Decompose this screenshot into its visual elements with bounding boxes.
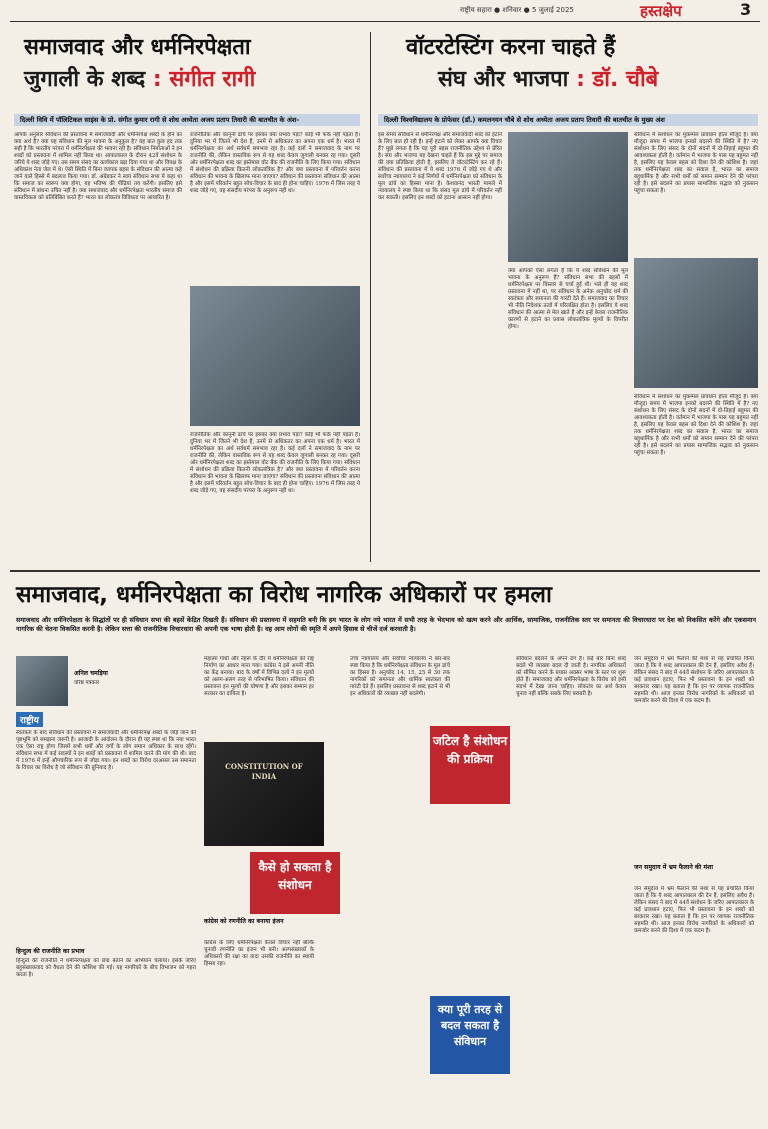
box-how-amendment: कैसे हो सकता है संशोधन xyxy=(250,852,340,914)
left-author-photo xyxy=(190,286,360,426)
left-article xyxy=(14,28,360,566)
bottom-author-photo xyxy=(16,656,68,706)
bottom-author-role: वरिष्ठ पत्रकार xyxy=(74,680,100,686)
right-col3-text-b: संविधान में संशोधन का मुकम्मल प्रावधान होता मौजूद है। क्या मौजूदा समय में भाजपा इनको बदलने की स्थिति में है? नए संशोधन के लिए संसद के दोनों सदनों में दो-तिहाई बहुमत की आवश्यकता होती है। वर्तमान में भाजपा के पास यह बहुमत नहीं है, इसलिए यह केवल बहस को दिशा देने की कोशिश है। जहां तक धर्मनिरपेक्षता शब्द का सवाल है, भारत का समाज बहुधार्मिक है और सभी धर्मों को समान सम्मान देने की परंपरा रही है। इसे बदलने का प्रयास सामाजिक सद्भाव को नुकसान पहुंचा सकता है। xyxy=(634,394,758,456)
bottom-col2-text: महात्मा गांधी और नेहरू के दौर में धर्मनिरपेक्षता को राष्ट्र निर्माण का आधार माना गया। कांग्रेस ने इसे अपनी नीति का केंद्र बनाया। बाद के वर्षों में विभिन्न दलों ने इन मूल्यों को अलग-अलग तरह से परिभाषित किया। संविधान की प्रस्तावना इन मूल्यों की घोषणा है और इसका सम्मान हर सरकार का दायित्व है। xyxy=(204,656,314,697)
left-headline-line2 xyxy=(24,66,255,94)
right-headline-line1: वॉटरटेस्टिंग करना चाहते हैं xyxy=(406,35,616,60)
right-intro-bar: दिल्ली विश्वविद्यालय के प्रोफेसर (डॉ.) कमलनयन चौबे से शोध अध्येता अजय प्रताप तिवारी की बातचीत के मुख्य अंश xyxy=(378,114,758,126)
right-col1-text: इस समय संविधान से धर्मनिरपेक्ष और समाजवादी शब्द को हटाने के लिए बात हो रही है। इन्हें हटाने को लेकर आपके क्या विचार हैं? मुझे लगता है कि यह पूरी बहस राजनीतिक उद्देश्य से प्रेरित है। संघ और भाजपा यह देखना चाहते हैं कि इस मुद्दे पर समाज की क्या प्रतिक्रिया होती है, इसलिए वे वॉटरटेस्टिंग कर रहे हैं। संविधान की प्रस्तावना में ये शब्द 1976 में जोड़े गए थे और सर्वोच्च न्यायालय ने कई निर्णयों में धर्मनिरपेक्षता को संविधान के मूल ढांचे का हिस्सा माना है। केशवानंद भारती मामले में न्यायालय ने स्पष्ट किया था कि संसद मूल ढांचे में परिवर्तन नहीं कर सकती। इसलिए इन शब्दों को हटाना आसान नहीं होगा। xyxy=(378,132,502,201)
right-col2-text: क्या आपको ऐसा लगता है कि ये शब्द संविधान की मूल भावना के अनुरूप हैं? संविधान सभा की बहसों में धर्मनिरपेक्षता पर विस्तार से चर्चा हुई थी। भले ही यह शब्द प्रस्तावना में नहीं था, पर संविधान के अनेक अनुच्छेद धर्म की स्वतंत्रता और समानता की गारंटी देते हैं। समाजवाद का विचार भी नीति निदेशक तत्वों में परिलक्षित होता है। इसलिए ये शब्द संविधान की आत्मा से मेल खाते हैं और इन्हें केवल राजनीतिक कारणों से हटाने का प्रयास लोकतांत्रिक मूल्यों के विपरीत होगा। xyxy=(508,268,628,330)
subhead-congress: कांग्रेस को रणनीति का बनाया इंजन xyxy=(204,918,284,925)
bottom-col3-text: उच्च न्यायालय और सर्वोच्च न्यायालय ने बार-बार स्पष्ट किया है कि धर्मनिरपेक्षता संविधान के मूल ढांचे का हिस्सा है। अनुच्छेद 14, 15, 25 से 30 तक नागरिकों को समानता और धार्मिक स्वतंत्रता की गारंटी देते हैं। इसलिए प्रस्तावना से शब्द हटाने से भी इन अधिकारों की व्याख्या नहीं बदलेगी। xyxy=(350,656,450,697)
masthead-rule xyxy=(10,21,760,22)
right-article xyxy=(378,28,758,566)
bottom-intro: समाजवाद और धर्मनिरपेक्षता के सिद्धांतों पर ही संविधान सभा की बहसें केंद्रित दिखती हैं। संविधान की प्रस्तावना में सहमति बनी कि हम भारत के लोग नये भारत में सभी तरह के भेदभाव को खत्म करने और आर्थिक, सामाजिक, राजनीतिक स्तर पर समानता की विचारधारा पर देश को विकसित करेंगे और एकसमान नागरिक की चेतना विकसित करनी है। लेकिन सत्ता की राजनीतिक विचारधारा की अपनी एक भाषा होती है। वह आम लोगों की स्मृति में अपने हिसाब से चीजें दर्ज करवाती है। xyxy=(16,616,756,633)
left-headline-phrase: जुगाली के शब्द xyxy=(24,67,146,92)
book-title: CONSTITUTION OF INDIA xyxy=(225,762,303,781)
box-can-change: क्या पूरी तरह से बदल सकता है संविधान xyxy=(430,996,510,1074)
subhead-hindutva: हिन्दुत्व की राजनीति का प्रभाव xyxy=(16,948,85,955)
left-col1-text: आपके अनुसार संविधान की प्रस्तावना में समाजवादी और धर्मनिरपेक्ष शब्दों के होने का क्या अर्थ है? क्या यह संविधान की मूल भावना के अनुकूल है? यह बात कुछ हद तक सही है कि भारतीय परंपरा में धर्मनिरपेक्षता की भावना रही है। संविधान निर्माताओं ने इन शब्दों को प्रस्तावना में शामिल नहीं किया था। आपातकाल के दौरान 42वें संशोधन के जरिये ये शब्द जोड़े गए। उस समय संसद का कार्यकाल बढ़ा दिया गया था और विपक्ष के अधिकांश नेता जेल में थे। ऐसी स्थिति में बिना व्यापक बहस के संविधान की आत्मा कहे जाने वाले हिस्से में बदलाव किया गया। डॉ. अंबेडकर ने स्वयं संविधान सभा में कहा था कि समाज का स्वरूप क्या होगा, यह भविष्य की पीढ़ियां तय करेंगी। इसलिए इसे संविधान में बांधना उचित नहीं है। क्या समाजवाद और धर्मनिरपेक्षता भारतीय समाज की वास्तविकता को प्रतिबिंबित करते हैं? भारत का लोकतंत्र विविधता पर आधारित है। xyxy=(14,132,182,201)
masthead xyxy=(0,0,768,22)
horizontal-divider xyxy=(10,570,760,572)
right-author-photo xyxy=(508,132,628,262)
masthead-brand: हस्तक्षेप xyxy=(640,2,682,20)
right-side-photo xyxy=(634,258,758,388)
right-headline-phrase: संघ और भाजपा xyxy=(438,67,569,92)
left-intro-bar: दिल्ली विवि में पॉलिटिकल साइंस के प्रो. संगीत कुमार रागी से शोध अध्येता अजय प्रताप तिवारी की बातचीत के अंश- xyxy=(14,114,360,126)
constitution-book-image xyxy=(204,742,324,846)
left-headline-line1: समाजवाद और धर्मनिरपेक्षता xyxy=(24,35,251,60)
page-number: 3 xyxy=(740,0,752,19)
vertical-divider xyxy=(370,32,371,562)
bottom-author-name: अनिल चमड़िया xyxy=(74,670,108,677)
bottom-col5-text: जन समुदाय में भ्रम फैलाने की मंशा से यह प्रचारित किया जाता है कि ये शब्द आपातकाल की देन हैं, इसलिए अवैध हैं। लेकिन संसद ने बाद में 44वें संशोधन के जरिए आपातकाल के कई प्रावधान हटाए, फिर भी प्रस्तावना के इन शब्दों को बरकरार रखा। यह बताता है कि इन पर व्यापक राजनीतिक सहमति थी। आज इनका विरोध नागरिकों के अधिकारों को कमजोर करने की दिशा में एक कदम है। xyxy=(634,656,754,704)
left-col2-text: राजनीतिक और कानूनी ढांचे पर इसका क्या प्रभाव पड़ा? कोई भी फर्क नहीं पड़ता है। दुनिया भर में जितने भी देश हैं, उनमें से अधिकतर का अपना एक धर्म है। भारत में धर्मनिरपेक्षता का अर्थ सर्वधर्म समभाव रहा है। कई दलों ने समाजवाद के नाम पर राजनीति की, लेकिन वास्तविक रूप से यह शब्द केवल जुगाली बनकर रह गया। दूसरी ओर धर्मनिरपेक्षता शब्द का इस्तेमाल वोट बैंक की राजनीति के लिए किया गया। संविधान में संशोधन की प्रक्रिया कितनी लोकतांत्रिक है? और क्या प्रस्तावना में परिवर्तन करना संविधान की भावना के खिलाफ माना जाएगा? संविधान की प्रस्तावना संविधान की आत्मा है और इसमें परिवर्तन बहुत सोच-विचार के बाद ही होना चाहिए। 1976 में जिस तरह ये शब्द जोड़े गए, वह संसदीय परंपरा के अनुरूप नहीं था। xyxy=(190,132,360,194)
bottom-col1-text: स्वतंत्रता के बाद संविधान की प्रस्तावना में समाजवादी और धर्मनिरपेक्ष शब्दों के जोड़े जाने की पृष्ठभूमि को समझना जरूरी है। आजादी के आंदोलन के दौरान ही यह स्पष्ट था कि नया भारत एक ऐसा राष्ट्र होगा जिसमें सभी धर्मों और वर्गों के लोग समान अधिकार के साथ रहेंगे। संविधान सभा में कई सदस्यों ने इन शब्दों को प्रस्तावना में शामिल करने की मांग की थी। बाद में 1976 में इन्हें औपचारिक रूप से जोड़ा गया। इन शब्दों का विरोध दरअसल उस समानता के विचार का विरोध है जो संविधान की बुनियाद है। xyxy=(16,730,196,771)
bottom-headline: समाजवाद, धर्मनिरपेक्षता का विरोध नागरिक अधिकारों पर हमला xyxy=(16,582,552,608)
right-author: : डॉ. चौबे xyxy=(576,67,659,92)
bottom-article xyxy=(10,576,760,1124)
masthead-dateline: राष्ट्रीय सहारा ● शनिवार ● 5 जुलाई 2025 xyxy=(460,6,574,14)
right-col3-text: संविधान में संशोधन का मुकम्मल प्रावधान होता मौजूद है। क्या मौजूदा समय में भाजपा इनको बदलने की स्थिति में है? नए संशोधन के लिए संसद के दोनों सदनों में दो-तिहाई बहुमत की आवश्यकता होती है। वर्तमान में भाजपा के पास यह बहुमत नहीं है, इसलिए यह केवल बहस को दिशा देने की कोशिश है। जहां तक धर्मनिरपेक्षता शब्द का सवाल है, भारत का समाज बहुधार्मिक है और सभी धर्मों को समान सम्मान देने की परंपरा रही है। इसे बदलने का प्रयास सामाजिक सद्भाव को नुकसान पहुंचा सकता है। xyxy=(634,132,758,194)
right-headline-line2 xyxy=(438,66,658,94)
bottom-col2b-text: कांग्रेस के लिए धर्मनिरपेक्षता केवल विचार नहीं बल्कि चुनावी रणनीति का इंजन भी बनी। अल्पसंख्यकों के अधिकारों की रक्षा का वादा उसकी राजनीति का स्थायी हिस्सा रहा। xyxy=(204,940,314,967)
left-col2-text-b: राजनीतिक और कानूनी ढांचे पर इसका क्या प्रभाव पड़ा? कोई भी फर्क नहीं पड़ता है। दुनिया भर में जितने भी देश हैं, उनमें से अधिकतर का अपना एक धर्म है। भारत में धर्मनिरपेक्षता का अर्थ सर्वधर्म समभाव रहा है। कई दलों ने समाजवाद के नाम पर राजनीति की, लेकिन वास्तविक रूप से यह शब्द केवल जुगाली बनकर रह गया। दूसरी ओर धर्मनिरपेक्षता शब्द का इस्तेमाल वोट बैंक की राजनीति के लिए किया गया। संविधान में संशोधन की प्रक्रिया कितनी लोकतांत्रिक है? और क्या प्रस्तावना में परिवर्तन करना संविधान की भावना के खिलाफ माना जाएगा? संविधान की प्रस्तावना संविधान की आत्मा है और इसमें परिवर्तन बहुत सोच-विचार के बाद ही होना चाहिए। 1976 में जिस तरह ये शब्द जोड़े गए, वह संसदीय परंपरा के अनुरूप नहीं था। xyxy=(190,432,360,494)
bottom-col4-text: संविधान बदलने के अपने ढंग हैं। कई बार बिना शब्द बदले भी व्याख्या बदल दी जाती है। नागरिक अधिकारों को सीमित करने के प्रयास अक्सर भाषा के स्तर पर शुरू होते हैं। समाजवाद और धर्मनिरपेक्षता के विरोध को इसी संदर्भ में देखा जाना चाहिए। लोकतंत्र का अर्थ केवल चुनाव नहीं बल्कि सबके लिए बराबरी है। xyxy=(516,656,626,697)
bottom-col1b-text: हिन्दुत्व की राजनीति ने धर्मनिरपेक्षता को छद्म बताने का अभियान चलाया। इसके जरिए बहुसंख्यकवाद को वैधता देने की कोशिश की गई। यह नागरिकों के बीच विभाजन को गहरा करता है। xyxy=(16,958,196,978)
box-complex-amendment: जटिल है संशोधन की प्रक्रिया xyxy=(430,726,510,804)
bottom-col5b-text: जन समुदाय में भ्रम फैलाने की मंशा से यह प्रचारित किया जाता है कि ये शब्द आपातकाल की देन हैं, इसलिए अवैध हैं। लेकिन संसद ने बाद में 44वें संशोधन के जरिए आपातकाल के कई प्रावधान हटाए, फिर भी प्रस्तावना के इन शब्दों को बरकरार रखा। यह बताता है कि इन पर व्यापक राजनीतिक सहमति थी। आज इनका विरोध नागरिकों के अधिकारों को कमजोर करने की दिशा में एक कदम है। xyxy=(634,886,754,934)
rashtriya-badge: राष्ट्रीय xyxy=(16,712,43,727)
left-author: : संगीत रागी xyxy=(152,67,256,92)
subhead-confusion: जन समुदाय में भ्रम फैलाने की मंशा xyxy=(634,864,713,871)
